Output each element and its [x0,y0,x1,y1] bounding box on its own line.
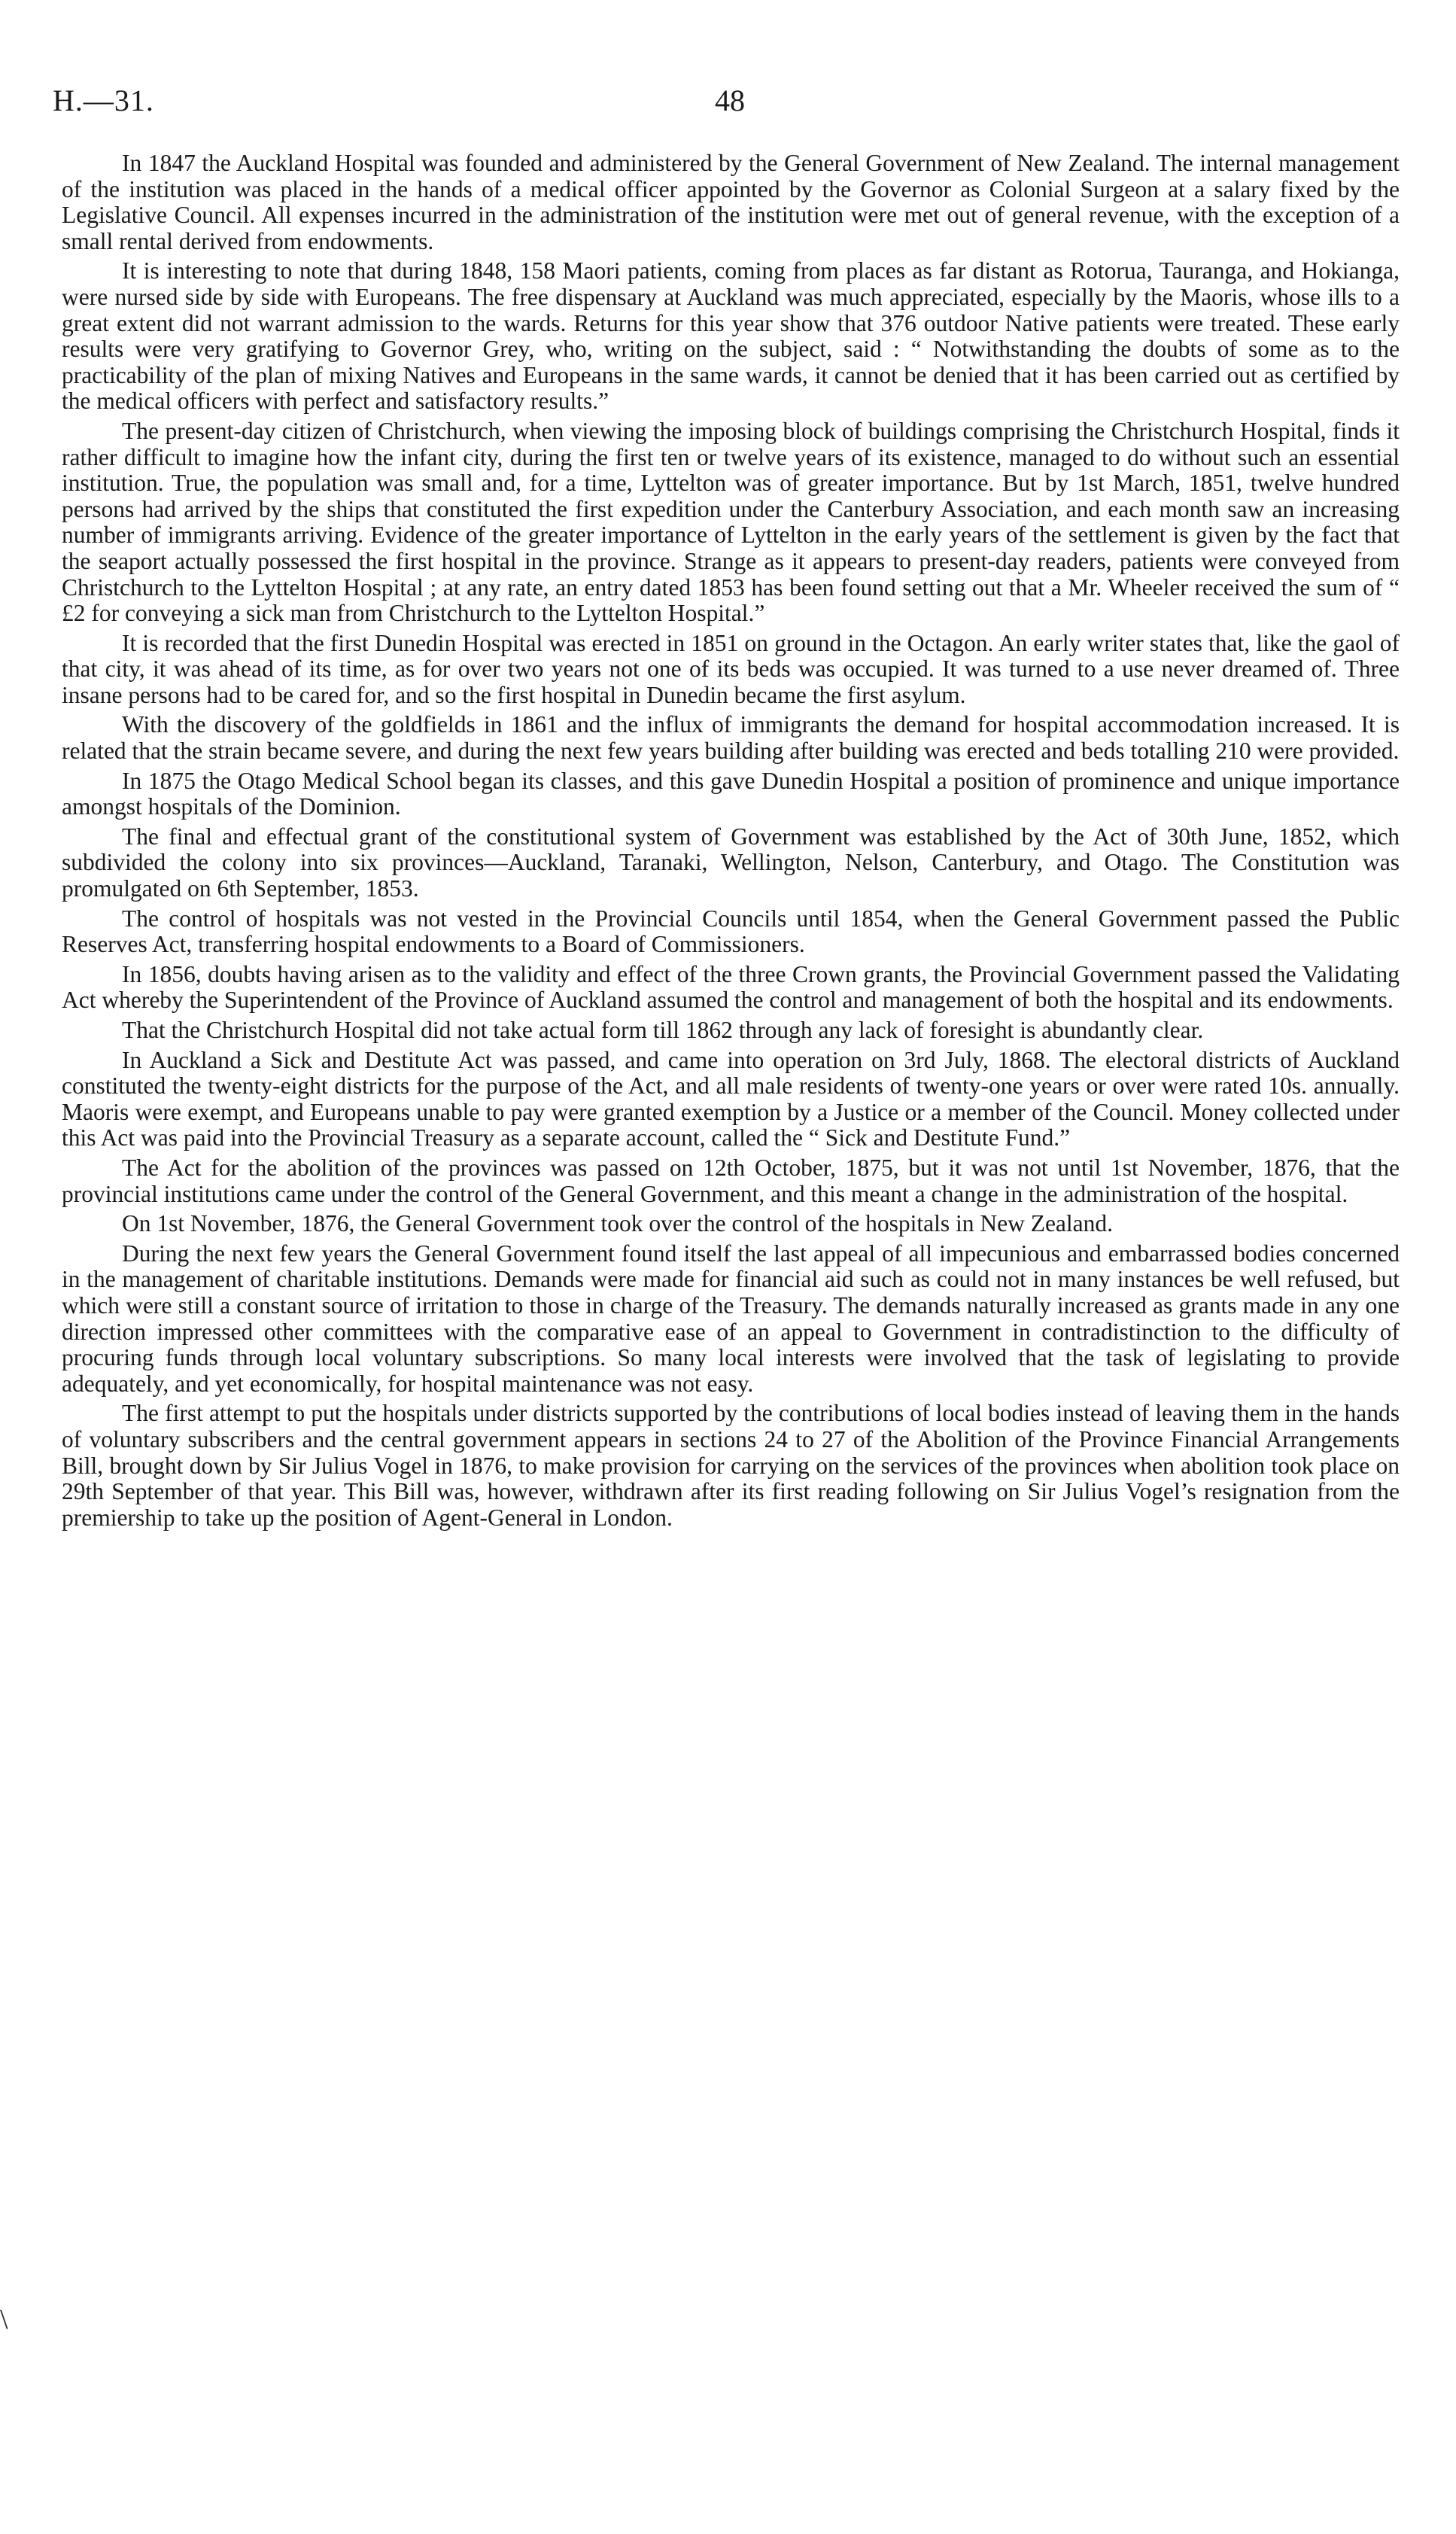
body-text [62,151,1400,1535]
margin-mark: \ [0,2304,8,2335]
paragraph-auckland-hospital-1847: In 1847 the Auckland Hospital was founded and administered by the General Government of New Zealand. The internal management of the institution was placed in the hands of a medical officer appointed by the Governor as Colonial Surgeon at a salary fixed by the Legislative Council. All expenses incurred in the administration of the institution were met out of general revenue, with the exception of a small rental derived from endowments. [62,150,1400,254]
paragraph-financial-demands: During the next few years the General Government found itself the last appeal of all impecunious and embarrassed bodies concerned in the management of charitable institutions. Demands were made for financial aid such as could not in many instances be well refused, but which were still a constant source of irritation to those in charge of the Treasury. The demands naturally increased as grants made in any one direction impressed other committees with the comparative ease of an appeal to Government in contradistinction to the difficulty of procuring funds through local voluntary subscriptions. So many local interests were involved that the task of legislating to provide adequately, and yet economically, for hospital maintenance was not easy. [62,1240,1400,1397]
paragraph-public-reserves-act: The control of hospitals was not vested in the Provincial Councils until 1854, when the General Government passed the Public Reserves Act, transferring hospital endowments to a Board of Commissioners. [62,905,1400,958]
paragraph-constitution-1852: The final and effectual grant of the constitutional system of Government was established by the Act of 30th June, 1852, which subdivided the colony into six provinces—Auckland, Taranaki, Wellington, Nelson, Canterbury, and Otago. The Constitution was promulgated on 6th September, 1853. [62,823,1400,902]
paragraph-sick-destitute-act: In Auckland a Sick and Destitute Act was passed, and came into operation on 3rd July, 1868. The electoral districts of Auckland constituted the twenty-eight districts for the purpose of the Act, and all male residents of twenty-one years or over were rated 10s. annually. Maoris were exempt, and Europeans unable to pay were granted exemption by a Justice or a member of the Council. Money collected under this Act was paid into the Provincial Treasury as a separate account, called the “ Sick and Destitute Fund.” [62,1046,1400,1151]
paragraph-government-control-1876: On 1st November, 1876, the General Government took over the control of the hospitals in New Zealand. [122,1210,1114,1237]
paragraph-otago-medical-school: In 1875 the Otago Medical School began its classes, and this gave Dunedin Hospital a position of prominence and unique importance amongst hospitals of the Dominion. [62,767,1400,820]
document-reference: H.—31. [53,84,154,117]
paragraph-vogel-bill: The first attempt to put the hospitals under districts supported by the contributions of local bodies instead of leaving them in the hands of voluntary subscribers and the central government appears in sections 24 to 27 of the Abolition of the Province Financial Arrangements Bill, brought down by Sir Julius Vogel in 1876, to make provision for carrying on the services of the provinces when abolition took place on 29th September of that year. This Bill was, however, withdrawn after its first reading following on Sir Julius Vogel’s resignation from the premiership to take up the position of Agent-General in London. [62,1400,1400,1531]
paragraph-dunedin-hospital-1851: It is recorded that the first Dunedin Hospital was erected in 1851 on ground in the Octagon. An early writer states that, like the gaol of that city, it was ahead of its time, as for over two years not one of its beds was occupied. It was turned to a use never dreamed of. Three insane persons had to be cared for, and so the first hospital in Dunedin became the first asylum. [62,629,1400,708]
paragraph-abolition-act-1875: The Act for the abolition of the provinces was passed on 12th October, 1875, but it was not until 1st November, 1876, that the provincial institutions came under the control of the General Government, and this meant a change in the administration of the hospital. [62,1154,1400,1207]
paragraph-christchurch-hospital: The present-day citizen of Christchurch, when viewing the imposing block of buildings comprising the Christchurch Hospital, finds it rather difficult to imagine how the infant city, during the first ten or twelve years of its existence, managed to do without such an essential institution. True, the population was small and, for a time, Lyttelton was of greater importance. But by 1st March, 1851, twelve hundred persons had arrived by the ships that constituted the first expedition under the Canterbury Association, and each month saw an increasing number of immigrants arriving. Evidence of the greater importance of Lyttelton in the early years of the settlement is given by the fact that the seaport actually possessed the first hospital in the province. Strange as it appears to present-day readers, patients were conveyed from Christchurch to the Lyttelton Hospital ; at any rate, an entry dated 1853 has been found setting out that a Mr. Wheeler received the sum of “ £2 for conveying a sick man from Christchurch to the Lyttelton Hospital.” [62,417,1400,627]
paragraph-maori-patients-1848: It is interesting to note that during 1848, 158 Maori patients, coming from places as far distant as Rotorua, Tauranga, and Hokianga, were nursed side by side with Europeans. The free dispensary at Auckland was much appreciated, especially by the Maoris, whose ills to a great extent did not warrant admission to the wards. Returns for this year show that 376 outdoor Native patients were treated. These early results were very gratifying to Governor Grey, who, writing on the subject, said : “ Notwithstanding the doubts of some as to the practicability of the plan of mixing Natives and Europeans in the same wards, it cannot be denied that it has been carried out as certified by the medical officers with perfect and satisfactory results.” [62,257,1400,415]
page-number: 48 [715,84,745,117]
paragraph-christchurch-1862: That the Christchurch Hospital did not take actual form till 1862 through any lack of foresight is abundantly clear. [122,1017,1204,1043]
page-header [53,83,1400,128]
paragraph-validating-act-1856: In 1856, doubts having arisen as to the validity and effect of the three Crown grants, the Provincial Government passed the Validating Act whereby the Superintendent of the Province of Auckland assumed the control and management of both the hospital and its endowments. [62,960,1400,1014]
paragraph-goldfields-1861: With the discovery of the goldfields in 1861 and the influx of immigrants the demand for hospital accommodation increased. It is related that the strain became severe, and during the next few years building after building was erected and beds totalling 210 were provided. [62,711,1400,765]
